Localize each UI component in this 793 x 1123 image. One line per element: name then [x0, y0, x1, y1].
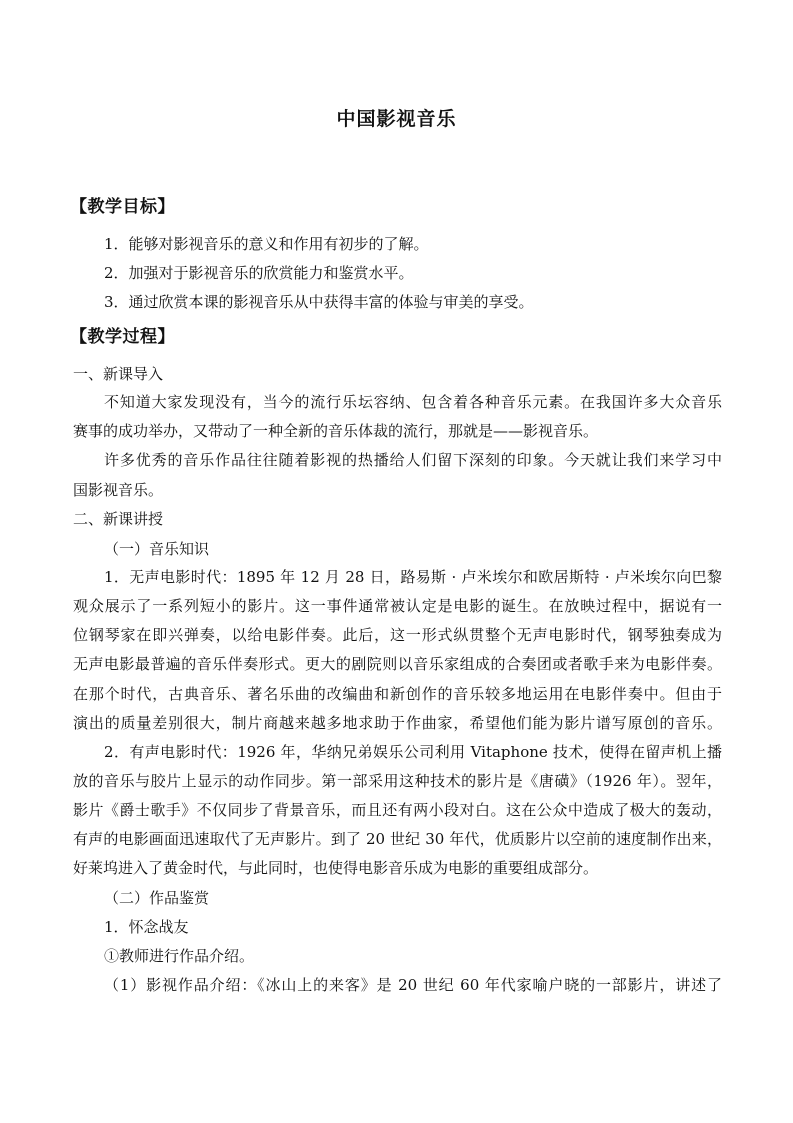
part1-heading: 一、新课导入	[73, 365, 164, 383]
work1-heading: 1．怀念战友	[104, 918, 189, 936]
work1-step: ①教师进行作品介绍。	[104, 947, 255, 965]
process-heading: 【教学过程】	[70, 327, 175, 347]
objective-item: 2．加强对于影视音乐的欣赏能力和鉴赏水平。	[104, 264, 414, 282]
paragraph-line: 观众展示了一系列短小的影片。这一事件通常被认定是电影的诞生。在放映过程中，据说有一	[73, 597, 722, 615]
paragraph-line: 位钢琴家在即兴弹奏，以给电影伴奏。此后，这一形式纵贯整个无声电影时代，钢琴独奏成为	[73, 626, 722, 644]
paragraph-line: 放的音乐与胶片上显示的动作同步。第一部采用这种技术的影片是《唐磺》（1926 年）。翌年，	[73, 772, 722, 790]
work1-intro: （1）影视作品介绍：《冰山上的来客》是 20 世纪 60 年代家喻户晓的一部影片，讲述了	[104, 976, 722, 994]
paragraph-line: 有声的电影画面迅速取代了无声影片。到了 20 世纪 30 年代，优质影片以空前的速度制作出来，	[73, 830, 722, 848]
objective-item: 1．能够对影视音乐的意义和作用有初步的了解。	[104, 235, 429, 253]
paragraph-line: 国影视音乐。	[73, 481, 164, 499]
document-title: 中国影视音乐	[336, 108, 457, 130]
paragraph-line: 1．无声电影时代：1895 年 12 月 28 日，路易斯 · 卢米埃尔和欧居斯特 · 卢米埃尔向巴黎	[104, 568, 722, 586]
sub1-heading: （一）音乐知识	[104, 540, 210, 558]
paragraph-line: 无声电影最普遍的音乐伴奏形式。更大的剧院则以音乐家组成的合奏团或者歌手来为电影伴奏。	[73, 655, 722, 673]
objective-item: 3．通过欣赏本课的影视音乐从中获得丰富的体验与审美的享受。	[104, 293, 534, 311]
paragraph-line: 2．有声电影时代：1926 年，华纳兄弟娱乐公司利用 Vitaphone 技术，使得在留声机上播	[104, 743, 722, 761]
paragraph-line: 许多优秀的音乐作品往往随着影视的热播给人们留下深刻的印象。今天就让我们来学习中	[104, 451, 722, 469]
part2-heading: 二、新课讲授	[73, 510, 164, 528]
sub2-heading: （二）作品鉴赏	[104, 889, 210, 907]
paragraph-line: 赛事的成功举办，又带动了一种全新的音乐体裁的流行，那就是——影视音乐。	[73, 422, 599, 440]
paragraph-line: 影片《爵士歌手》不仅同步了背景音乐，而且还有两小段对白。这在公众中造成了极大的轰动，	[73, 801, 722, 819]
paragraph-line: 好莱坞进入了黄金时代，与此同时，也使得电影音乐成为电影的重要组成部分。	[73, 859, 599, 877]
paragraph-line: 演出的质量差别很大，制片商越来越多地求助于作曲家，希望他们能为影片谱写原创的音乐。	[73, 714, 722, 732]
paragraph-line: 在那个时代，古典音乐、著名乐曲的改编曲和新创作的音乐较多地运用在电影伴奏中。但由于	[73, 685, 722, 703]
objectives-heading: 【教学目标】	[70, 197, 175, 217]
paragraph-line: 不知道大家发现没有，当今的流行乐坛容纳、包含着各种音乐元素。在我国许多大众音乐	[104, 393, 722, 411]
